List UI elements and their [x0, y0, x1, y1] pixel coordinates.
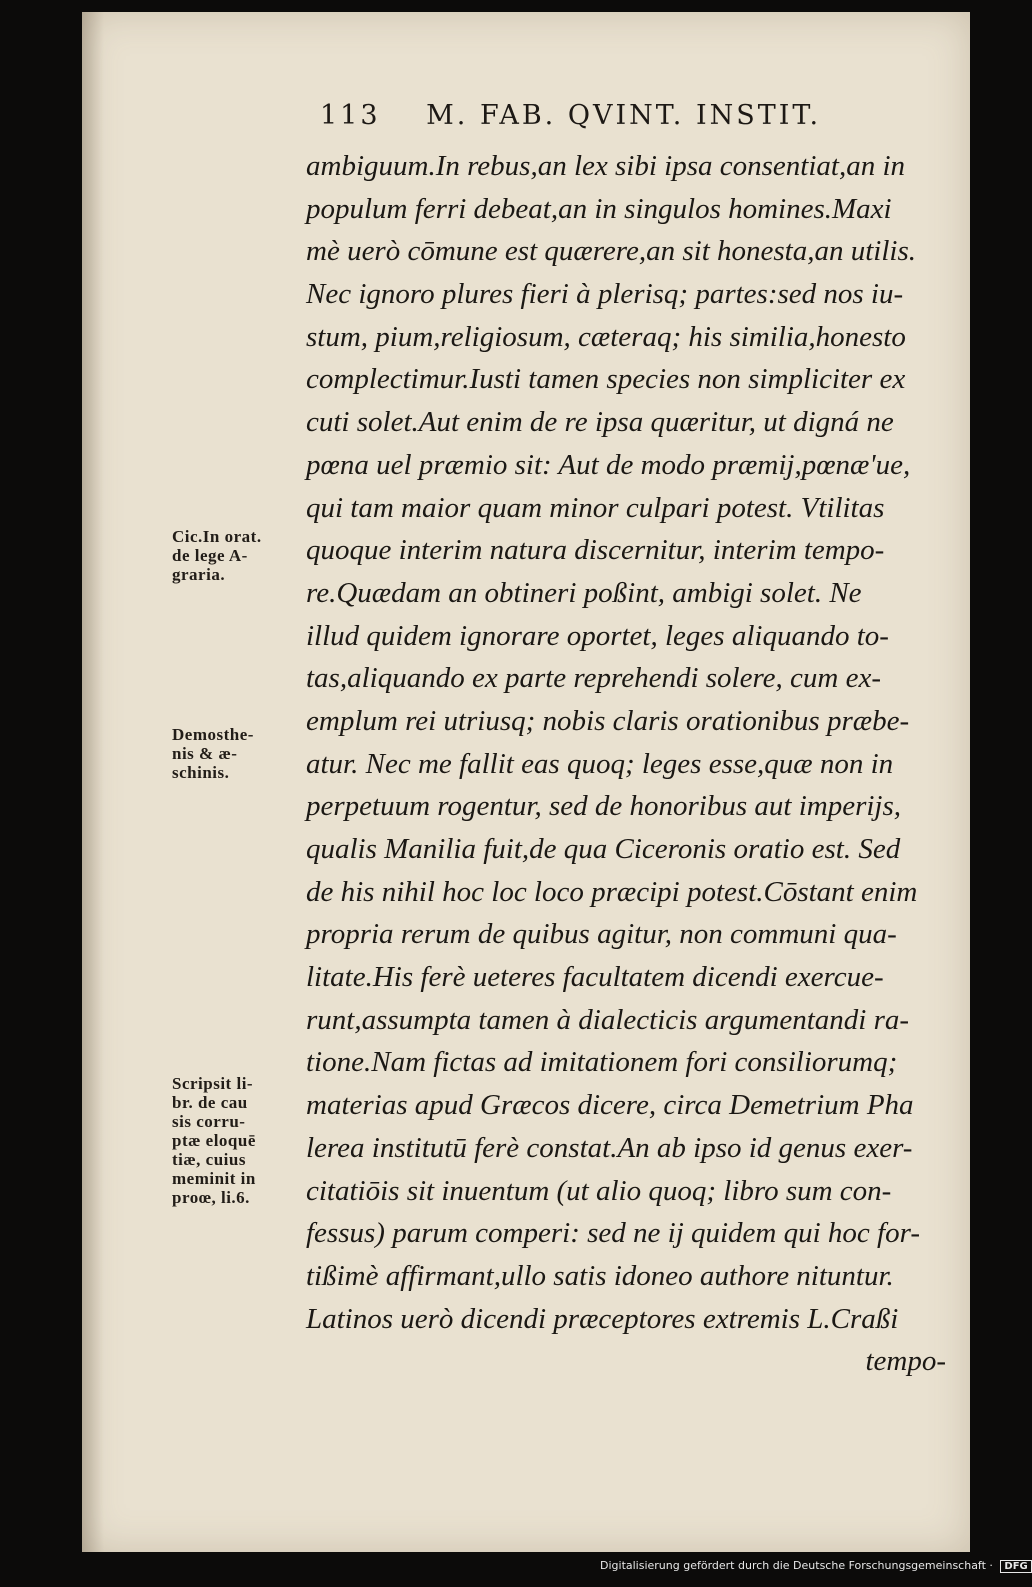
note-line: sis corru-	[172, 1112, 246, 1131]
text-line: pœna uel præmio sit: Aut de modo præmij,pœnæ'ue,	[306, 448, 911, 481]
text-line: propria rerum de quibus agitur, non communi qua-	[306, 918, 897, 951]
text-line: runt,assumpta tamen à dialecticis argumentandi ra-	[306, 1003, 910, 1036]
catchword: tempo-	[865, 1345, 946, 1378]
text-line: Nec ignoro plures fieri à plerisq; partes:sed nos iu-	[306, 278, 904, 311]
text-line: citatiōis sit inuentum (ut alio quoq; libro sum con-	[306, 1174, 892, 1207]
credit-text: Digitalisierung gefördert durch die Deutsche Forschungsgemeinschaft ·	[600, 1559, 993, 1572]
note-line: Cic.In orat.	[172, 527, 262, 546]
text-line: lerea institutū ferè constat.An ab ipso id genus exer-	[306, 1131, 913, 1164]
dfg-logo: DFG	[1000, 1560, 1031, 1573]
note-line: de lege A-	[172, 546, 248, 565]
text-line: qui tam maior quam minor culpari potest. Vtilitas	[306, 491, 885, 524]
main-text-block	[306, 145, 946, 1383]
text-line: tione.Nam fictas ad imitationem fori consiliorumq;	[306, 1046, 898, 1079]
marginal-note	[172, 527, 262, 584]
text-line: quoque interim natura discernitur, interim tempo-	[306, 534, 885, 567]
text-line: populum ferri debeat,an in singulos homines.Maxi	[306, 192, 892, 225]
text-line: litate.His ferè ueteres facultatem dicendi exercue-	[306, 961, 884, 994]
note-line: proœ, li.6.	[172, 1188, 250, 1207]
text-line: qualis Manilia fuit,de qua Ciceronis oratio est. Sed	[306, 833, 901, 865]
digitization-credit	[600, 1559, 1032, 1573]
text-line: emplum rei utriusq; nobis claris orationibus præbe-	[306, 704, 910, 737]
running-header	[320, 100, 821, 131]
page-number: 113	[320, 100, 381, 131]
note-line: Scripsit li-	[172, 1074, 254, 1093]
page-edge-shadow	[82, 12, 104, 1552]
text-line: materias apud Græcos dicere, circa Demetrium Pha	[306, 1089, 914, 1122]
running-title: M. FAB. QVINT. INSTIT.	[426, 100, 822, 131]
text-line: tas,aliquando ex parte reprehendi solere, cum ex-	[306, 662, 882, 695]
note-line: br. de cau	[172, 1093, 248, 1112]
text-line: fessus) parum comperi: sed ne ij quidem qui hoc for-	[306, 1217, 920, 1250]
marginal-note	[172, 1074, 256, 1207]
text-line: de his nihil hoc loc loco præcipi potest.Cōstant enim	[306, 875, 918, 908]
note-line: meminit in	[172, 1169, 256, 1188]
marginal-note	[172, 725, 254, 782]
note-line: tiæ, cuius	[172, 1150, 246, 1169]
note-line: graria.	[172, 565, 226, 584]
text-line: atur. Nec me fallit eas quoq; leges esse,quæ non in	[306, 747, 894, 780]
text-line: ambiguum.In rebus,an lex sibi ipsa consentiat,an in	[306, 150, 906, 182]
text-line: Latinos uerò dicendi præceptores extremis L.Craßi	[306, 1302, 899, 1335]
text-line: complectimur.Iusti tamen species non simpliciter ex	[306, 363, 906, 396]
book-page	[82, 12, 970, 1552]
note-line: Demosthe-	[172, 725, 254, 744]
text-line: mè uerò cōmune est quærere,an sit honesta,an utilis.	[306, 235, 917, 268]
note-line: schinis.	[172, 763, 230, 782]
text-line: cuti solet.Aut enim de re ipsa quæritur, ut digná ne	[306, 406, 894, 439]
text-line: perpetuum rogentur, sed de honoribus aut imperijs,	[306, 790, 902, 823]
text-line: stum, pium,religiosum, cæteraq; his similia,honesto	[306, 320, 906, 353]
note-line: nis & æ-	[172, 744, 238, 763]
text-line: tißimè affirmant,ullo satis idoneo authore nituntur.	[306, 1259, 894, 1292]
text-line: re.Quædam an obtineri poßint, ambigi solet. Ne	[306, 576, 862, 609]
note-line: ptæ eloquē	[172, 1131, 256, 1150]
text-line: illud quidem ignorare oportet, leges aliquando to-	[306, 619, 889, 652]
